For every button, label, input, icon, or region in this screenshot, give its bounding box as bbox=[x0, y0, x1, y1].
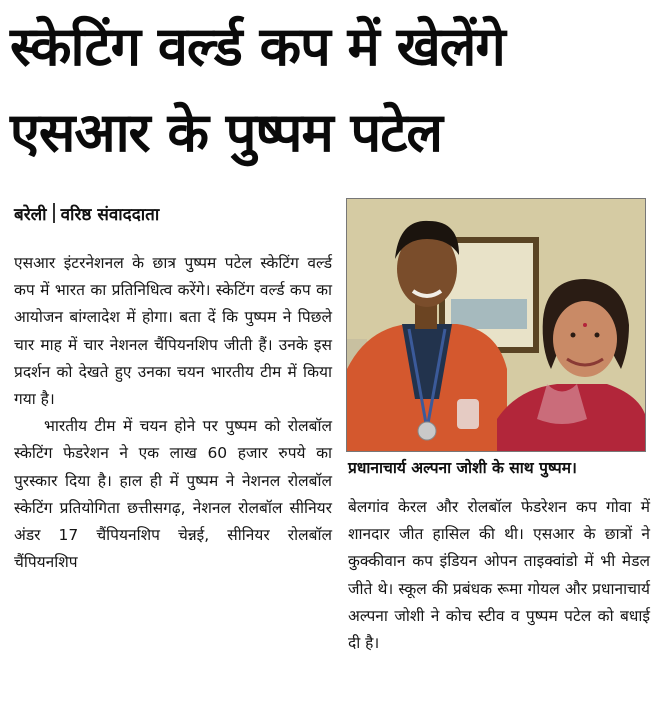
photo-caption: प्रधानाचार्य अल्पना जोशी के साथ पुष्पम। bbox=[348, 459, 577, 477]
byline-reporter: वरिष्ठ संवाददाता bbox=[60, 205, 160, 225]
article-left-column bbox=[14, 250, 332, 576]
photo-illustration bbox=[347, 199, 645, 451]
byline bbox=[14, 202, 159, 225]
byline-divider bbox=[53, 203, 55, 223]
headline bbox=[10, 4, 650, 176]
headline-line-1: स्केटिंग वर्ल्ड कप में खेलेंगे bbox=[10, 15, 505, 78]
byline-city: बरेली bbox=[14, 205, 47, 225]
news-photo bbox=[346, 198, 646, 452]
article-paragraph-2: भारतीय टीम में चयन होने पर पुष्पम को रोलबॉल स्केटिंग फेडरेशन ने एक लाख 60 हजार रुपये का पुरस्कार दिया है। हाल ही में पुष्पम ने नेशनल रोलबॉल स्केटिंग प्रतियोगिता छत्तीसगढ़, नेशनल रोलबॉल सीनियर अंडर 17 चैंपियनशिप चेन्नई, सीनियर रोलबॉल चैंपियनशिप bbox=[14, 417, 332, 572]
article-paragraph-3: बेलगांव केरल और रोलबॉल फेडरेशन कप गोवा में शानदार जीत हासिल की थी। एसआर के छात्रों ने कुक्कीवान कप इंडियन ओपन ताइक्वांडो में भी मेडल जीते थे। स्कूल की प्रबंधक रूमा गोयल और प्रधानाचार्य अल्पना जोशी ने कोच स्टीव व पुष्पम पटेल को बधाई दी है। bbox=[348, 498, 650, 653]
headline-line-2: एसआर के पुष्पम पटेल bbox=[10, 101, 443, 164]
article-paragraph-1: एसआर इंटरनेशनल के छात्र पुष्पम पटेल स्केटिंग वर्ल्ड कप में भारत का प्रतिनिधित्व करेंगे। स्केटिंग वर्ल्ड कप का आयोजन बांग्लादेश में होगा। बता दें कि पुष्पम ने पिछले चार माह में चार नेशनल चैंपियनशिप जीती हैं। उनके इस प्रदर्शन को देखते हुए उनका चयन भारतीय टीम में किया गया है। bbox=[14, 254, 332, 409]
article-right-column bbox=[348, 494, 650, 657]
